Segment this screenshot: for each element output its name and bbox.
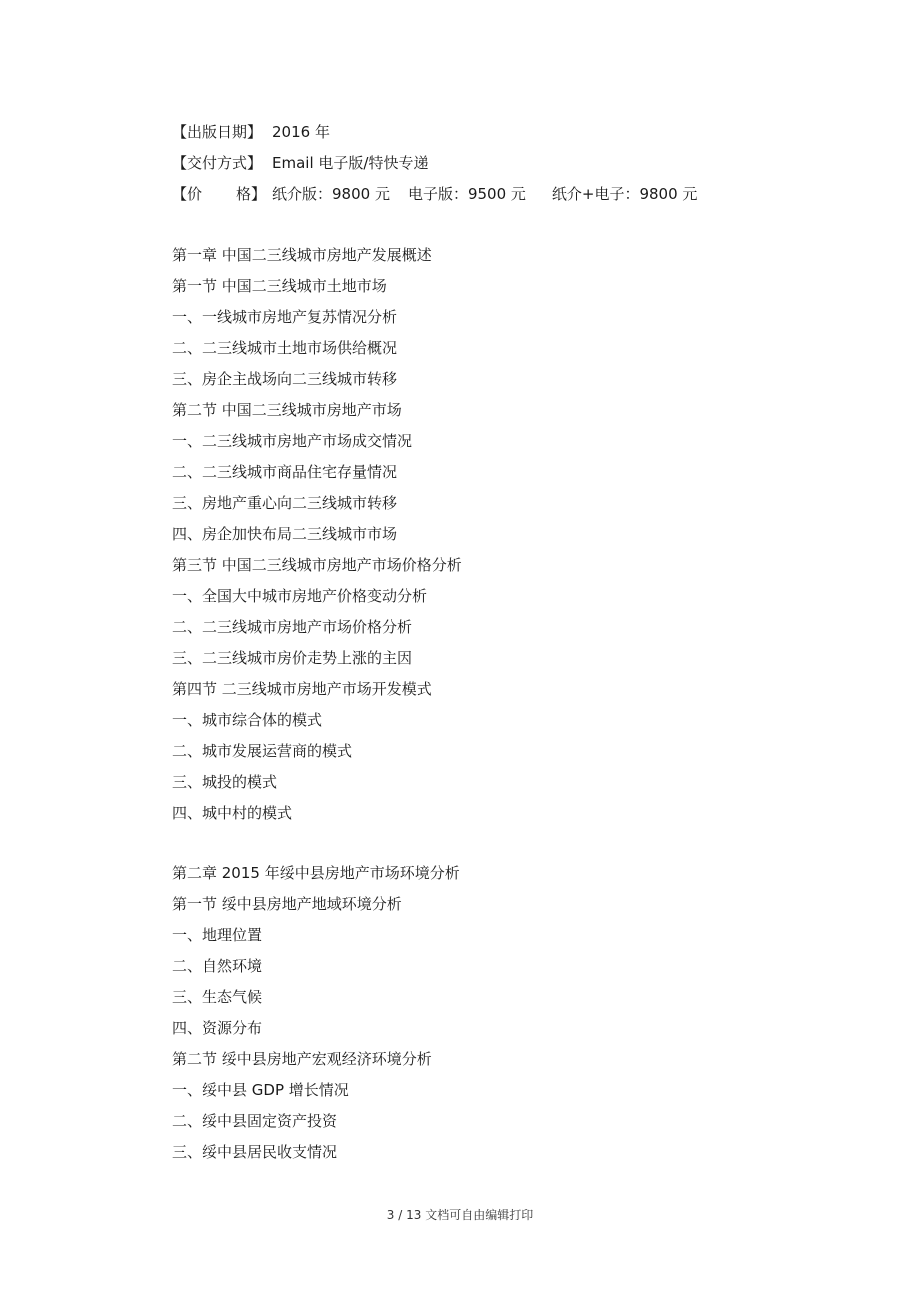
delivery-value: Email 电子版/特快专递 bbox=[272, 154, 429, 172]
toc-line: 四、城中村的模式 bbox=[172, 804, 293, 822]
toc-line: 四、房企加快布局二三线城市市场 bbox=[172, 525, 398, 543]
toc-line: 第二节 绥中县房地产宏观经济环境分析 bbox=[172, 1050, 432, 1068]
publish-date-value: 2016 年 bbox=[272, 123, 330, 141]
page-footer: 3 / 13 文档可自由编辑打印 bbox=[386, 1208, 534, 1222]
toc-line: 第一节 中国二三线城市土地市场 bbox=[172, 277, 387, 295]
toc-line: 一、二三线城市房地产市场成交情况 bbox=[172, 432, 413, 450]
toc-line: 一、全国大中城市房地产价格变动分析 bbox=[172, 587, 428, 605]
toc-line: 二、二三线城市房地产市场价格分析 bbox=[172, 618, 413, 636]
toc-line: 一、绥中县 GDP 增长情况 bbox=[172, 1081, 349, 1099]
toc-line: 二、自然环境 bbox=[172, 957, 263, 975]
toc-line: 四、资源分布 bbox=[172, 1019, 263, 1037]
toc-line: 二、城市发展运营商的模式 bbox=[172, 742, 353, 760]
toc-line: 第二节 中国二三线城市房地产市场 bbox=[172, 401, 402, 419]
toc-line: 三、城投的模式 bbox=[172, 773, 278, 791]
publish-date-label: 【出版日期】 bbox=[172, 123, 263, 141]
toc-line: 第二章 2015 年绥中县房地产市场环境分析 bbox=[172, 864, 460, 882]
toc-line: 一、一线城市房地产复苏情况分析 bbox=[172, 308, 398, 326]
price-label-open: 【价 bbox=[172, 185, 203, 203]
toc-line: 二、二三线城市商品住宅存量情况 bbox=[172, 463, 398, 481]
toc-line: 一、地理位置 bbox=[172, 926, 263, 944]
toc-line: 第一章 中国二三线城市房地产发展概述 bbox=[172, 246, 432, 264]
toc-line: 三、生态气候 bbox=[172, 988, 263, 1006]
delivery-label: 【交付方式】 bbox=[172, 154, 263, 172]
toc-line: 三、房地产重心向二三线城市转移 bbox=[172, 494, 398, 512]
toc-line: 三、房企主战场向二三线城市转移 bbox=[172, 370, 398, 388]
toc-line: 第四节 二三线城市房地产市场开发模式 bbox=[172, 680, 432, 698]
report-meta bbox=[172, 120, 872, 213]
toc-line: 三、二三线城市房价走势上涨的主因 bbox=[172, 649, 413, 667]
toc-line: 一、城市综合体的模式 bbox=[172, 711, 323, 729]
toc-line: 第一节 绥中县房地产地域环境分析 bbox=[172, 895, 402, 913]
publish-date-row bbox=[172, 120, 872, 151]
price-row bbox=[172, 182, 872, 213]
price-label bbox=[172, 182, 272, 206]
price-combo: 纸介+电子：9800 元 bbox=[551, 185, 698, 203]
toc-chapter-1 bbox=[172, 243, 872, 832]
toc-line: 第三节 中国二三线城市房地产市场价格分析 bbox=[172, 556, 462, 574]
toc-line: 二、二三线城市土地市场供给概况 bbox=[172, 339, 398, 357]
price-label-close: 格】 bbox=[236, 185, 267, 203]
toc-line: 二、绥中县固定资产投资 bbox=[172, 1112, 338, 1130]
toc-line: 三、绥中县居民收支情况 bbox=[172, 1143, 338, 1161]
price-electronic: 电子版：9500 元 bbox=[407, 185, 526, 203]
delivery-row bbox=[172, 151, 872, 182]
toc-chapter-2 bbox=[172, 861, 872, 1171]
price-paper: 纸介版：9800 元 bbox=[272, 185, 390, 203]
